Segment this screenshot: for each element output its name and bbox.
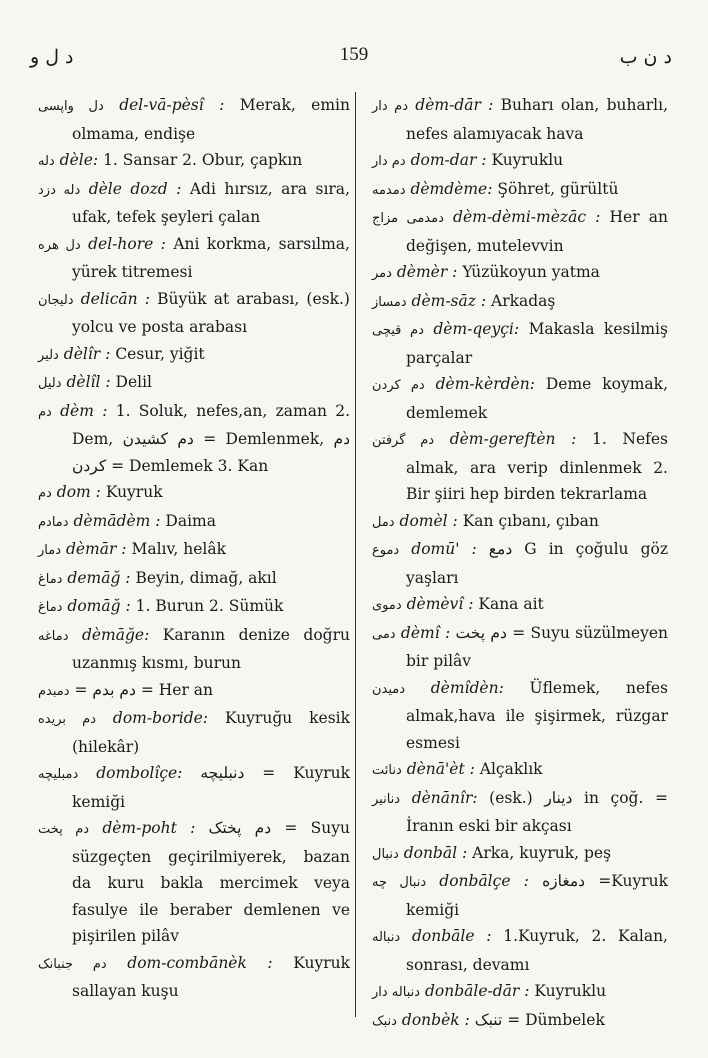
entry-arabic: دمساز (372, 294, 407, 310)
entry-headword: dèm-gereftèn : (449, 430, 577, 448)
entry-definition: 1. Soluk, nefes,an, zaman 2. Dem, دم کشیدن = Demlenmek, دم کردن = Demlemek 3. Kan (72, 401, 350, 475)
entry-arabic: دم دار (372, 154, 406, 169)
entry-arabic: دمیدن (372, 681, 406, 697)
dictionary-entry (38, 176, 350, 231)
dictionary-entry (38, 950, 350, 1005)
entry-arabic: دمبدم (38, 683, 70, 699)
entry-definition: Arkadaş (491, 291, 556, 310)
entry-definition: Buharı olan, buharlı, nefes alamıyacak hava (406, 96, 668, 143)
entry-definition: دمغازه =Kuyruk kemiği (406, 872, 668, 919)
dictionary-entry (38, 286, 350, 341)
entry-arabic: دمدمه (372, 182, 406, 198)
entry-definition: Makasla kesilmiş parçalar (406, 320, 668, 367)
entry-definition: Şöhret, gürültü (497, 179, 619, 198)
entry-arabic: دمبلیچه (38, 767, 79, 782)
dictionary-entry (372, 259, 668, 288)
entry-definition: Her an değişen, mutelevvin (406, 208, 668, 255)
entry-definition: Kuyruk (105, 483, 163, 501)
entry-arabic: دم جنبانک (38, 956, 107, 972)
entry-arabic: دنباله (372, 930, 401, 945)
entry-arabic: دله (38, 154, 55, 169)
dictionary-entry (372, 371, 668, 426)
entry-headword: dèm-dèmi-mèzāc : (453, 208, 601, 226)
entry-headword: dèmdème: (410, 179, 493, 198)
dictionary-entry (38, 815, 350, 950)
entry-headword: domèl : (399, 511, 458, 530)
entry-headword: dèm-kèrdèn: (435, 375, 535, 393)
entry-arabic: دم (38, 404, 52, 420)
entry-arabic: دلیجان (38, 292, 74, 308)
entry-arabic: دماغ (38, 571, 63, 587)
entry-arabic: دم (38, 486, 52, 501)
entry-arabic: دم پخت (38, 822, 90, 837)
entry-definition: Beyin, dimağ, akıl (135, 568, 277, 587)
entry-arabic: دمل (372, 514, 395, 530)
entry-arabic: دنباله دار (372, 985, 421, 1000)
entry-arabic: دمی (372, 626, 396, 642)
dictionary-entry (372, 426, 668, 508)
dictionary-entry (372, 978, 668, 1007)
entry-headword: dèmî : (400, 623, 451, 642)
entry-definition: Kuyruklu (534, 982, 607, 1000)
dictionary-entry (372, 316, 668, 371)
left-column (38, 92, 350, 1005)
dictionary-entry (372, 147, 668, 176)
entry-definition: Merak, emin olmama, endişe (72, 96, 350, 143)
entry-definition: دمع G in çoğulu göz yaşları (406, 540, 668, 587)
entry-headword: dom-boride: (112, 709, 209, 727)
dictionary-entry (372, 288, 668, 317)
entry-definition: دم پخت = Suyu süzülmeyen bir pilâv (406, 623, 669, 670)
entry-definition: 1. Nefes almak, ara verip dinlenmek 2. Bir şiiri hep birden tekrarlama (406, 430, 668, 503)
header-left-letters: د ل و (30, 46, 74, 68)
entry-arabic: دماغ (38, 600, 63, 615)
entry-headword: dènā'èt : (406, 760, 475, 778)
dictionary-entry (38, 760, 350, 815)
entry-definition: Alçaklık (479, 760, 543, 778)
entry-arabic: دلیر (38, 347, 59, 363)
entry-headword: del-vā-pèsî : (119, 96, 225, 114)
entry-headword: delicān : (80, 289, 150, 308)
entry-definition: Adi hırsız, ara sıra, ufak, tefek şeyleri çalan (72, 179, 350, 226)
entry-arabic: دنائت (372, 763, 402, 778)
entry-headword: dèm-qeyçi: (433, 320, 520, 338)
entry-headword: donbāl : (403, 843, 468, 862)
entry-arabic: دل هره (38, 237, 81, 253)
entry-arabic: دموی (372, 598, 402, 613)
dictionary-entry (372, 840, 668, 869)
entry-headword: dèlîl : (66, 373, 111, 391)
entry-definition: Deme koymak, demlemek (406, 375, 668, 422)
entry-arabic: دمدمی مزاج (372, 211, 444, 226)
dictionary-entry (372, 868, 668, 923)
entry-definition: Arka, kuyruk, peş (472, 843, 612, 862)
entry-arabic: دموع (372, 543, 400, 558)
entry-headword: donbālçe : (439, 872, 529, 890)
entry-definition: Cesur, yiğit (115, 344, 205, 363)
dictionary-entry (372, 620, 668, 675)
entry-headword: dènānîr: (411, 788, 478, 807)
entry-arabic: دله دزد (38, 182, 81, 198)
dictionary-entry (372, 675, 668, 757)
entry-definition: Kuyruğu kesik (hilekâr) (72, 709, 350, 756)
dictionary-entry (372, 92, 668, 147)
entry-headword: dèle dozd : (88, 179, 182, 198)
dictionary-entry (38, 677, 350, 706)
entry-arabic: دم گرفتن (372, 433, 435, 448)
dictionary-entry (38, 508, 350, 537)
entry-definition: Yüzükoyun yatma (462, 263, 600, 281)
dictionary-entry (372, 176, 668, 205)
entry-headword: dèm-sāz : (411, 291, 487, 310)
entry-arabic: دنبک (372, 1013, 397, 1029)
entry-definition: تنبک = Dümbelek (474, 1010, 605, 1029)
entry-headword: dèmādèm : (73, 511, 161, 530)
entry-definition: Karanın denize doğru uzanmış kısmı, burun (72, 625, 350, 672)
entry-headword: demāğ : (67, 568, 131, 587)
entry-definition: Kuyruk sallayan kuşu (72, 953, 350, 1000)
dictionary-entry (38, 398, 350, 480)
dictionary-entry (372, 204, 668, 259)
entry-headword: dom : (56, 483, 101, 501)
entry-arabic: دنبال (372, 846, 399, 862)
column-divider (355, 92, 356, 1017)
entry-headword: dèm-poht : (102, 819, 196, 837)
entry-headword: dèmîdèn: (430, 678, 504, 697)
entry-arabic: دمار (38, 543, 61, 558)
dictionary-entry (372, 508, 668, 537)
header-right-letters: د ن ب (619, 46, 672, 68)
entry-definition: Üflemek, nefes almak,hava ile şişirmek, rüzgar esmesi (406, 678, 668, 752)
page-header (0, 42, 708, 72)
entry-definition: 1. Sansar 2. Obur, çapkın (103, 151, 303, 169)
entry-headword: dèm-dār : (415, 96, 494, 114)
entry-headword: dèle: (59, 151, 99, 169)
entry-headword: donbèk : (401, 1010, 470, 1029)
entry-arabic: دم دار (372, 99, 408, 114)
entry-headword: dom-combānèk : (127, 953, 273, 972)
entry-arabic: دم بریده (38, 712, 96, 727)
entry-headword: dom-dar : (410, 151, 487, 169)
entry-arabic: دلیل (38, 376, 62, 391)
entry-headword: dèm : (60, 401, 108, 420)
entry-definition: Delil (115, 373, 153, 391)
entry-headword: dombolîçe: (96, 764, 183, 782)
entry-headword: domū' : (411, 540, 477, 558)
entry-definition: Kuyruklu (491, 151, 564, 169)
dictionary-entry (38, 147, 350, 176)
dictionary-entry (38, 231, 350, 286)
dictionary-entry (38, 369, 350, 398)
entry-headword: dèlîr : (63, 344, 111, 363)
entry-headword: dèmèr : (396, 263, 458, 281)
dictionary-entry (38, 92, 350, 147)
entry-definition: 1.Kuyruk, 2. Kalan, sonrası, devamı (406, 927, 668, 974)
right-column (372, 92, 668, 1035)
entry-headword: donbāle : (412, 927, 492, 945)
entry-headword: dèmār : (65, 540, 127, 558)
entry-definition: Kana ait (478, 595, 544, 613)
dictionary-entry (38, 565, 350, 594)
dictionary-entry (372, 591, 668, 620)
dictionary-entry (38, 536, 350, 565)
dictionary-entry (372, 785, 668, 840)
entry-headword: dèmèvî : (406, 595, 474, 613)
entry-definition: دم پختک = Suyu süzgeçten geçirilmiyerek, bazan da kuru bakla mercimek veya fasulye ile beraber demlenen ve pişirilen pilâv (72, 819, 350, 945)
dictionary-entry (372, 1007, 668, 1036)
entry-definition: دنبلیچه = Kuyruk kemiği (72, 764, 350, 811)
dictionary-entry (38, 479, 350, 508)
entry-arabic: دم کردن (372, 378, 425, 393)
entry-arabic: دم قیچی (372, 323, 424, 338)
entry-definition: Malıv, helâk (131, 540, 227, 558)
entry-arabic: دمر (372, 266, 392, 281)
entry-definition: Ani korkma, sarsılma, yürek titremesi (72, 234, 350, 281)
entry-definition: 1. Burun 2. Sümük (135, 597, 284, 615)
dictionary-entry (372, 756, 668, 785)
entry-definition: Büyük at arabası, (esk.) yolcu ve posta arabası (72, 289, 350, 336)
entry-arabic: دماغه (38, 628, 69, 644)
dictionary-entry (38, 622, 350, 677)
dictionary-entry (38, 593, 350, 622)
entry-definition: Kan çıbanı, çıban (462, 511, 599, 530)
page-number: 159 (339, 44, 369, 65)
dictionary-entry (372, 536, 668, 591)
entry-headword: domāğ : (67, 597, 131, 615)
dictionary-entry (372, 923, 668, 978)
entry-definition: (esk.) دینار in çoğ. = İranın eski bir akçası (406, 788, 668, 835)
entry-headword: del-hore : (88, 234, 166, 253)
entry-headword: donbāle-dār : (424, 982, 530, 1000)
entry-arabic: دمادم (38, 514, 69, 530)
dictionary-entry (38, 705, 350, 760)
entry-arabic: دنبال چه (372, 875, 427, 890)
entry-definition: Daima (165, 511, 216, 530)
entry-definition: = دم بدم = Her an (74, 680, 213, 699)
entry-headword: dèmāğe: (81, 625, 150, 644)
dictionary-entry (38, 341, 350, 370)
entry-arabic: دل واپسی (38, 99, 104, 114)
entry-arabic: دنانیر (372, 791, 401, 807)
